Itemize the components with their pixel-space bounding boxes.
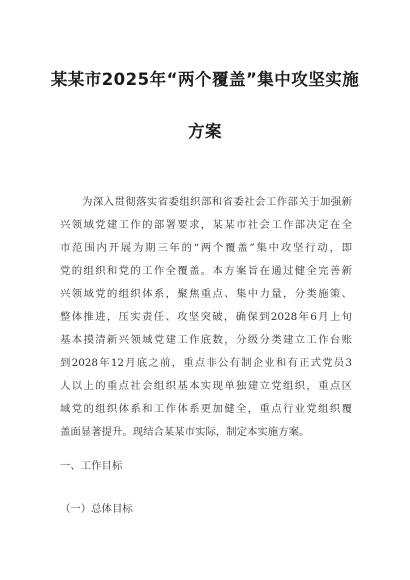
paragraph-line: 兴领域党的组织体系，聚焦重点、集中力量，分类施策、: [60, 288, 352, 300]
paragraph-line: 党的组织和党的工作全覆盖。本方案旨在通过健全完善新: [60, 265, 352, 277]
paragraph-line: 基本摸清新兴领域党建工作底数，分级分类建立工作台账: [60, 334, 352, 346]
paragraph-line: 域党的组织体系和工作体系更加健全，重点行业党组织覆: [60, 403, 352, 415]
paragraph-line: 到2028年12月底之前，重点非公有制企业和有正式党员3: [60, 357, 352, 369]
paragraph-line: 人以上的重点社会组织基本实现单独建立党组织，重点区: [60, 380, 352, 392]
section-heading-goals: 一、工作目标: [60, 460, 123, 472]
paragraph-line: 盖面显著提升。现结合某某市实际，制定本实施方案。: [60, 426, 310, 438]
paragraph-line: 兴领域党建工作的部署要求，某某市社会工作部决定在全: [60, 219, 352, 231]
paragraph-line: 市范围内开展为期三年的“两个覆盖”集中攻坚行动，即: [60, 242, 352, 254]
paragraph-line: 为深入贯彻落实省委组织部和省委社会工作部关于加强新: [82, 196, 352, 208]
subsection-heading-overall-goals: （一）总体目标: [60, 503, 133, 515]
paragraph-line: 整体推进，压实责任、攻坚突破，确保到2028年6月上旬: [60, 311, 352, 323]
document-title-line-2: 方案: [188, 122, 222, 141]
document-title-line-1: 某某市2025年“两个覆盖”集中攻坚实施: [50, 70, 360, 89]
